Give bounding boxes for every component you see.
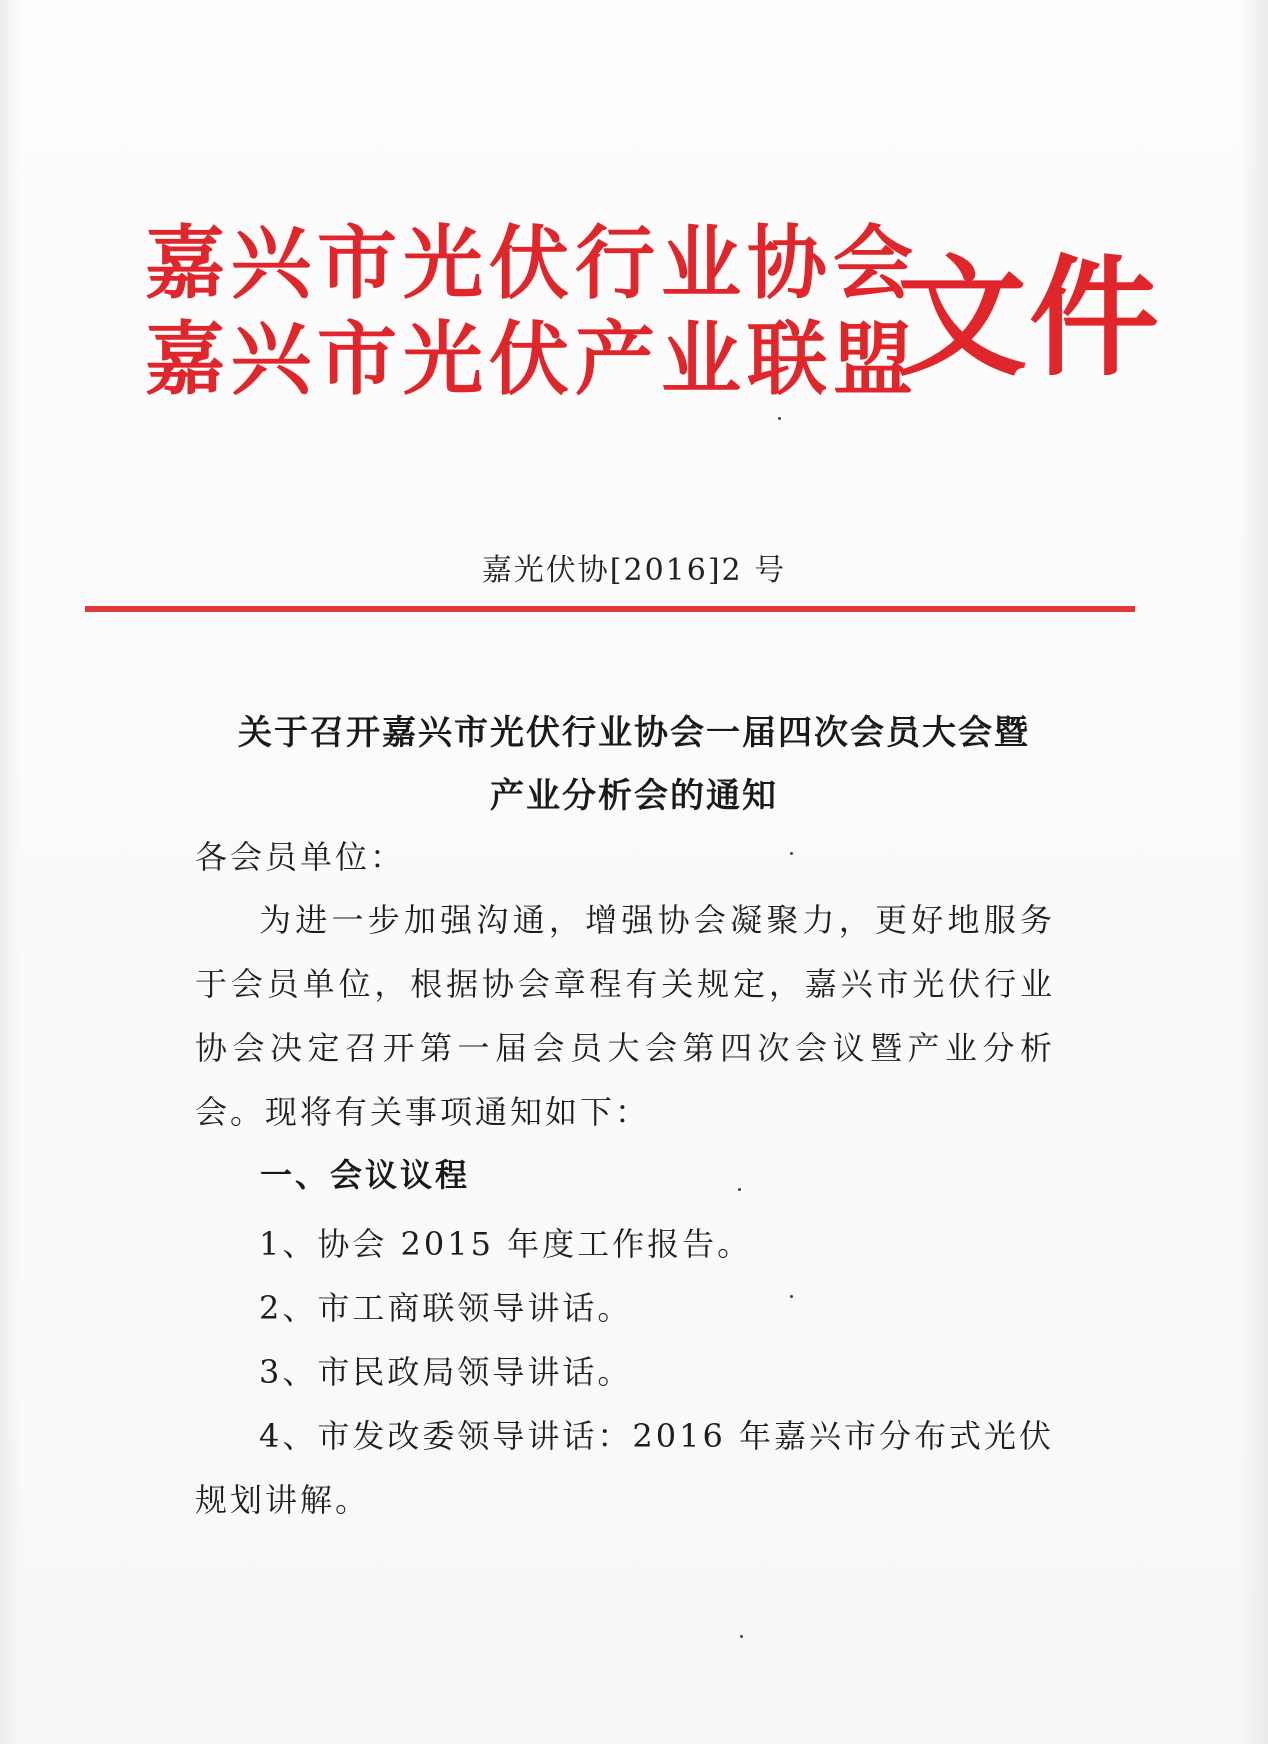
intro-paragraph: 为进一步加强沟通，增强协会凝聚力，更好地服务于会员单位，根据协会章程有关规定，嘉兴市光伏行业协会决定召开第一届会员大会第四次会议暨产业分析会。现将有关事项通知如下：	[195, 901, 1055, 1131]
letterhead-suffix: 文件	[897, 241, 1162, 394]
letterhead-org-1: 嘉兴市光伏行业协会	[145, 216, 919, 310]
agenda-item: 1、协会 2015 年度工作报告。	[259, 1225, 753, 1263]
scan-speck	[790, 1295, 793, 1298]
salutation: 各会员单位：	[195, 838, 406, 876]
scan-speck	[738, 1188, 741, 1191]
document-number: 嘉光伏协[2016]2 号	[481, 553, 787, 588]
red-divider-line	[85, 606, 1135, 612]
section-heading-agenda: 一、会议议程	[260, 1156, 471, 1194]
letterhead-org-2: 嘉兴市光伏产业联盟	[145, 312, 919, 406]
scan-speck	[778, 417, 781, 420]
document-title-line-2: 产业分析会的通知	[490, 776, 778, 816]
agenda-item: 3、市民政局领导讲话。	[259, 1353, 633, 1391]
agenda-item: 4、市发改委领导讲话：2016 年嘉兴市分布式光伏规划讲解。	[195, 1417, 1054, 1519]
letterhead-org-names	[145, 215, 919, 407]
agenda-item: 2、市工商联领导讲话。	[259, 1289, 633, 1327]
scan-speck	[740, 1635, 743, 1638]
document-title-line-1: 关于召开嘉兴市光伏行业协会一届四次会员大会暨	[238, 713, 1030, 753]
agenda-list	[195, 1212, 1055, 1532]
scan-speck	[790, 852, 793, 855]
letterhead	[145, 215, 1162, 415]
